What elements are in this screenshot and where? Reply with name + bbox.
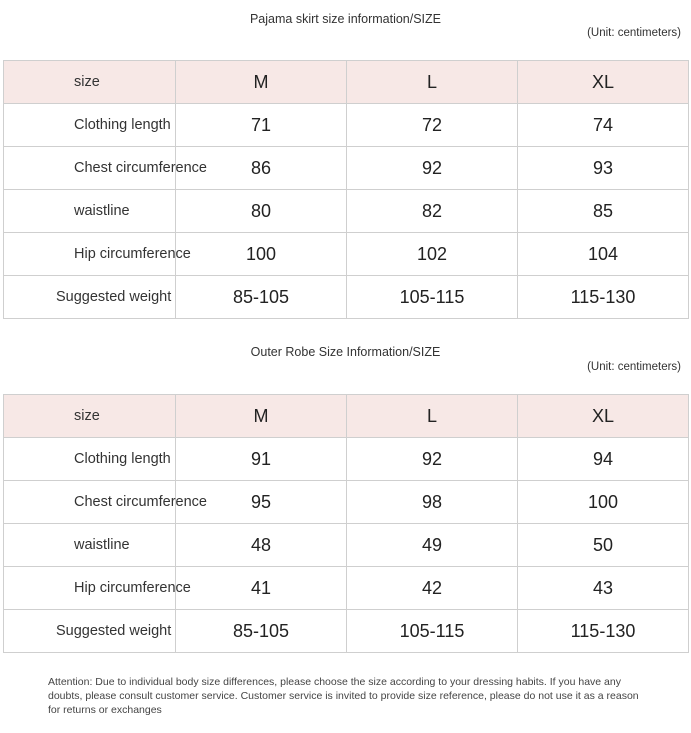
- table-row: [4, 233, 689, 276]
- row-label-suggested-weight: Suggested weight: [4, 276, 176, 319]
- cell-value: 115-130: [518, 276, 689, 319]
- table-header-row: [4, 395, 689, 438]
- header-size-xl: XL: [518, 395, 689, 438]
- cell-value: 80: [176, 190, 347, 233]
- table-row: [4, 147, 689, 190]
- cell-value: 43: [518, 567, 689, 610]
- cell-value: 50: [518, 524, 689, 567]
- row-label-chest-circumference: Chest circumference: [4, 147, 176, 190]
- cell-value: 91: [176, 438, 347, 481]
- cell-value: 86: [176, 147, 347, 190]
- pajama-table-title: Pajama skirt size information/SIZE: [249, 12, 442, 26]
- cell-value: 49: [347, 524, 518, 567]
- header-size-label: size: [4, 61, 176, 104]
- row-label-hip-circumference: Hip circumference: [4, 233, 176, 276]
- table-row: [4, 610, 689, 653]
- row-label-waistline: waistline: [4, 190, 176, 233]
- header-size-m: M: [176, 395, 347, 438]
- row-label-clothing-length: Clothing length: [4, 438, 176, 481]
- header-size-label: size: [4, 395, 176, 438]
- table-row: [4, 438, 689, 481]
- table-row: [4, 567, 689, 610]
- cell-value: 82: [347, 190, 518, 233]
- attention-note: Attention: Due to individual body size differences, please choose the size according to your dressing habits. If you have any doubts, please consult customer service. Customer service is invited to provide size reference, please do not use it as a reason for returns or exchanges: [48, 676, 639, 716]
- robe-unit-note: (Unit: centimeters): [587, 361, 681, 373]
- table-row: [4, 276, 689, 319]
- header-size-l: L: [347, 61, 518, 104]
- cell-value: 85-105: [176, 276, 347, 319]
- cell-value: 85: [518, 190, 689, 233]
- robe-table-title: Outer Robe Size Information/SIZE: [250, 345, 441, 359]
- robe-size-table: [3, 394, 689, 653]
- row-label-clothing-length: Clothing length: [4, 104, 176, 147]
- cell-value: 92: [347, 147, 518, 190]
- header-size-m: M: [176, 61, 347, 104]
- row-label-waistline: waistline: [4, 524, 176, 567]
- table-row: [4, 190, 689, 233]
- cell-value: 94: [518, 438, 689, 481]
- cell-value: 105-115: [347, 610, 518, 653]
- table-header-row: [4, 61, 689, 104]
- cell-value: 48: [176, 524, 347, 567]
- cell-value: 95: [176, 481, 347, 524]
- cell-value: 72: [347, 104, 518, 147]
- table-row: [4, 481, 689, 524]
- header-size-xl: XL: [518, 61, 689, 104]
- cell-value: 115-130: [518, 610, 689, 653]
- pajama-unit-note: (Unit: centimeters): [587, 27, 681, 39]
- row-label-hip-circumference: Hip circumference: [4, 567, 176, 610]
- cell-value: 93: [518, 147, 689, 190]
- table-row: [4, 104, 689, 147]
- cell-value: 92: [347, 438, 518, 481]
- row-label-suggested-weight: Suggested weight: [4, 610, 176, 653]
- row-label-chest-circumference: Chest circumference: [4, 481, 176, 524]
- cell-value: 104: [518, 233, 689, 276]
- cell-value: 85-105: [176, 610, 347, 653]
- cell-value: 74: [518, 104, 689, 147]
- cell-value: 42: [347, 567, 518, 610]
- header-size-l: L: [347, 395, 518, 438]
- pajama-size-table: [3, 60, 689, 319]
- cell-value: 71: [176, 104, 347, 147]
- cell-value: 41: [176, 567, 347, 610]
- cell-value: 98: [347, 481, 518, 524]
- cell-value: 102: [347, 233, 518, 276]
- cell-value: 105-115: [347, 276, 518, 319]
- cell-value: 100: [518, 481, 689, 524]
- cell-value: 100: [176, 233, 347, 276]
- table-row: [4, 524, 689, 567]
